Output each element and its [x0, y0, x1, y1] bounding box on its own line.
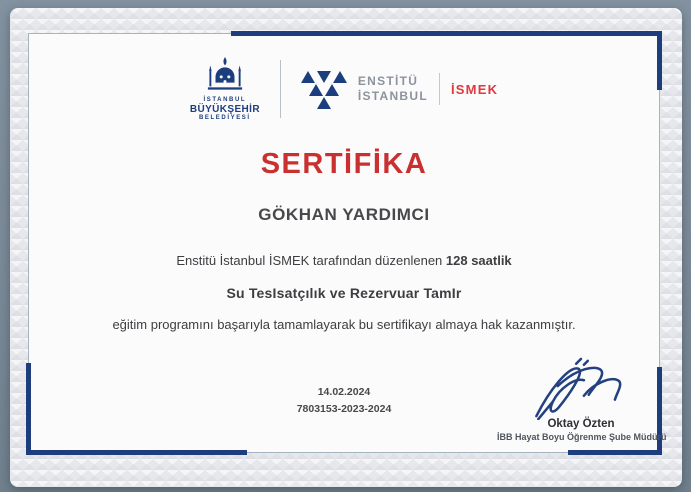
body-line2-course-name: Su TesIsatçılık ve Rezervuar TamIr: [226, 285, 462, 301]
signature-block: [497, 356, 665, 442]
body-line3: eğitim programını başarıyla tamamlayarak bu sertifikayı almaya hak kazanmıştır.: [112, 317, 576, 332]
enstitu-logo-line1: ENSTİTÜ: [357, 74, 419, 88]
header-logos: [29, 56, 659, 122]
certificate-title: SERTİFİKA: [260, 148, 428, 180]
recipient-name: GÖKHAN YARDIMCI: [258, 205, 430, 224]
enstitu-triangles-icon: [301, 70, 347, 109]
signatory-name: Oktay Özten: [547, 418, 615, 430]
ibb-emblem-icon: [206, 56, 244, 94]
certificate-card: [10, 8, 682, 487]
body-line1: [29, 253, 659, 268]
ibb-logo-line2: BÜYÜKŞEHİR: [189, 104, 260, 115]
enstitu-logo-line2: İSTANBUL: [357, 89, 428, 103]
ismek-wordmark: İSMEK: [451, 81, 499, 97]
signatory-title: İBB Hayat Boyu Öğrenme Şube Müdürü: [497, 432, 667, 442]
enstitu-logo-text: [358, 74, 428, 104]
enstitu-istanbul-logo: [301, 70, 498, 109]
issue-date: 14.02.2024: [317, 386, 371, 398]
logo-divider: [280, 60, 281, 118]
frame-accent-bottom-right: [568, 450, 663, 455]
body-line1-text: Enstitü İstanbul İSMEK tarafından düzenlenen: [176, 253, 446, 268]
signature-icon: [522, 356, 640, 420]
frame-accent-top: [231, 31, 662, 36]
certificate-body: [29, 253, 659, 332]
ibb-logo-line3: BELEDİYESİ: [198, 115, 251, 121]
ibb-logo: [190, 56, 260, 122]
ibb-logo-line1: İSTANBUL: [203, 97, 247, 103]
body-line1-hours: 128 saatlik: [445, 253, 512, 268]
certificate-number: 7803153-2023-2024: [296, 403, 392, 415]
ismek-divider: [439, 73, 440, 105]
frame-accent-bottom-left: [26, 450, 247, 455]
certificate-frame: [28, 33, 667, 453]
